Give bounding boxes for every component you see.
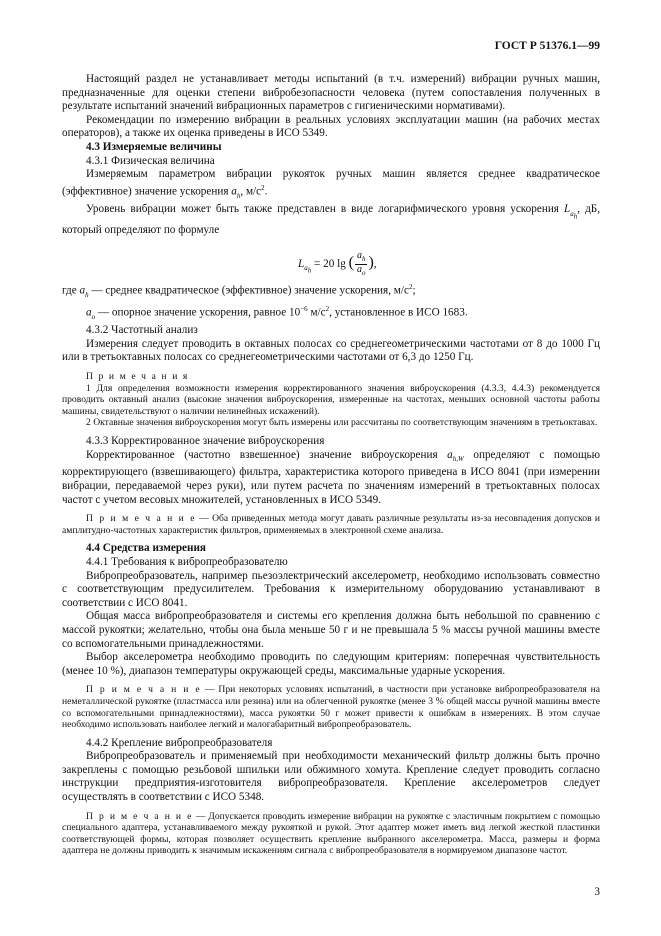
definition-ah: где $a_h$ — среднее квадратическое (эффективное) значение ускорения, $м/с^2$; xyxy=(62,283,416,300)
intro-paragraph-2: Рекомендации по измерению вибрации в реальных условиях эксплуатации машин (на рабочих местах операторов), а также их оценка приведены в ИСО 5349. xyxy=(62,113,600,140)
section-4-3-3-heading: 4.3.3 Корректированное значение виброускорения xyxy=(86,435,325,447)
section-4-4-1-note: П р и м е ч а н и е — При некоторых условиях испытаний, в частности при установке вибропреобразователя на неметаллической рукоятке (пластмасса или резина) или на облегченной рукоятке (менее 3 % общей массы ручной машины вместе со вспомогательными принадлежностями), масса рукоятки 50 г может привести к ошибкам в измерениях. В этом случае необходимо использовать наиболее легкий и малогабаритный вибропреобразователь. xyxy=(62,684,600,731)
section-4-3-3-paragraph: Корректированное (частотно взвешенное) значение виброускорения $a_{h,W}$ определяют с помощью корректирующего (взвешивающего) фильтра, характеристика которого приведена в ИСО 8041 (при измерении вибрации, передаваемой через руки), или путем расчета по значениям измерений в третьоктавных полосах частот с учетом весовых множителей, установленных в ИСО 5349. xyxy=(62,448,601,506)
section-4-4-1-paragraph-2: Общая масса вибропреобразователя и системы его крепления должна быть небольшой по сравнению с массой рукоятки; желательно, чтобы она была меньше 50 г и не превышала 5 % массы ручной машины вместе со вспомогательными принадлежностями. xyxy=(62,610,600,650)
page-number: 3 xyxy=(594,886,600,898)
section-4-4-2-paragraph: Вибропреобразователь и применяемый при необходимости механический фильтр должны быть прочно закреплены с помощью резьбовой шпильки или обжимного хомута. Крепление следует проводить согласно инструкции предприятия-изготовителя вибропреобразователя. Крепление акселерометров следует осуществлять в соответствии с ИСО 5348. xyxy=(62,750,600,804)
level-formula: $L_{a_h} = 20$ lg ( $\frac{a_h}{a_o}$ ), xyxy=(298,250,377,278)
section-4-4-2-heading: 4.4.2 Крепление вибропреобразователя xyxy=(86,736,273,749)
section-4-4-2-note: П р и м е ч а н и е — Допускается проводить измерение вибрации на рукоятке с эластичным покрытием с помощью специального адаптера, устанавливаемого между рукояткой и рукой. Этот адаптер может иметь вид легкой жесткой пластинки соответствующей формы, которая позволяет осуществить крепление выбранного акселерометра. Масса, размеры и форма адаптера не должны приводить к значимым искажениям сигнала с вибропреобразователя в нормируемом диапазоне частот. xyxy=(62,810,600,857)
intro-paragraph-1: Настоящий раздел не устанавливает методы испытаний (в т.ч. измерений) вибрации ручных машин, предназначенные для оценки степени вибробезопасности человека (путем сопоставления полученных в результате испытаний значений вибрационных параметров с гигиеническими нормативами). xyxy=(62,73,600,113)
section-4-4-1-paragraph-3: Выбор акселерометра необходимо проводить по следующим критериям: поперечная чувствительность (менее 10 %), диапазон температуры окружающей среды, максимальные ударные ускорения. xyxy=(62,651,600,677)
document-code: ГОСТ Р 51376.1—99 xyxy=(494,40,600,52)
section-4-3-2-paragraph: Измерения следует проводить в октавных полосах со среднегеометрическими частотами от 8 до 1000 Гц или в третьоктавных полосах со среднегеометрическими частотами от 6,3 до 1250 Гц. xyxy=(62,337,600,364)
section-4-3-1-heading: 4.3.1 Физическая величина xyxy=(86,154,215,167)
notes-heading: П р и м е ч а н и я xyxy=(86,371,189,383)
section-4-4-heading: 4.4 Средства измерения xyxy=(86,542,206,555)
note-2: 2 Октавные значения виброускорения могут быть измерены или рассчитаны по соответствующим значениям в третьоктавах. xyxy=(86,417,598,429)
section-4-3-1-paragraph-1: Измеряемым параметром вибрации рукояток ручных машин является среднее квадратическое (эффективное) значение ускорения $a_h$, $м/с^2$. xyxy=(62,168,600,200)
page-body xyxy=(62,73,600,857)
section-4-4-1-heading: 4.4.1 Требования к вибропреобразователю xyxy=(86,555,288,568)
section-4-3-2-heading: 4.3.2 Частотный анализ xyxy=(86,324,198,337)
section-4-3-1-paragraph-2: Уровень вибрации может быть также представлен в виде логарифмического уровня ускорения $L_{a_h}$, дБ, который определяют по формуле xyxy=(62,203,600,236)
section-4-4-1-paragraph-1: Вибропреобразователь, например пьезоэлектрический акселерометр, необходимо использовать совместно с соответствующим предусилителем. Требования к измерительному оборудованию устанавливают в соответствии с ИСО 8041. xyxy=(62,569,600,609)
formula-fraction: $\frac{a_h}{a_o}$ xyxy=(356,250,366,278)
definition-ao: $a_o$ — опорное значение ускорения, равное $10^{-6}$ $м/с^2$, установленное в ИСО 1683. xyxy=(86,304,468,321)
section-4-3-3-note: П р и м е ч а н и е — Оба приведенных метода могут давать различные результаты из-за несовпадения допусков и амплитудно-частотных характеристик фильтров, применяемых в электронной схеме анализа. xyxy=(62,513,600,536)
section-4-3-heading: 4.3 Измеряемые величины xyxy=(86,140,222,153)
note-1: 1 Для определения возможности измерения корректированного значения виброускорения (4.3.3, 4.4.3) рекомендуется проводить октавный анализ (высокие значения виброускорения, измеренные на частотах, меньших основной частоты работы машины, свидетельствуют о наличии нелинейных искажений). xyxy=(62,382,600,417)
